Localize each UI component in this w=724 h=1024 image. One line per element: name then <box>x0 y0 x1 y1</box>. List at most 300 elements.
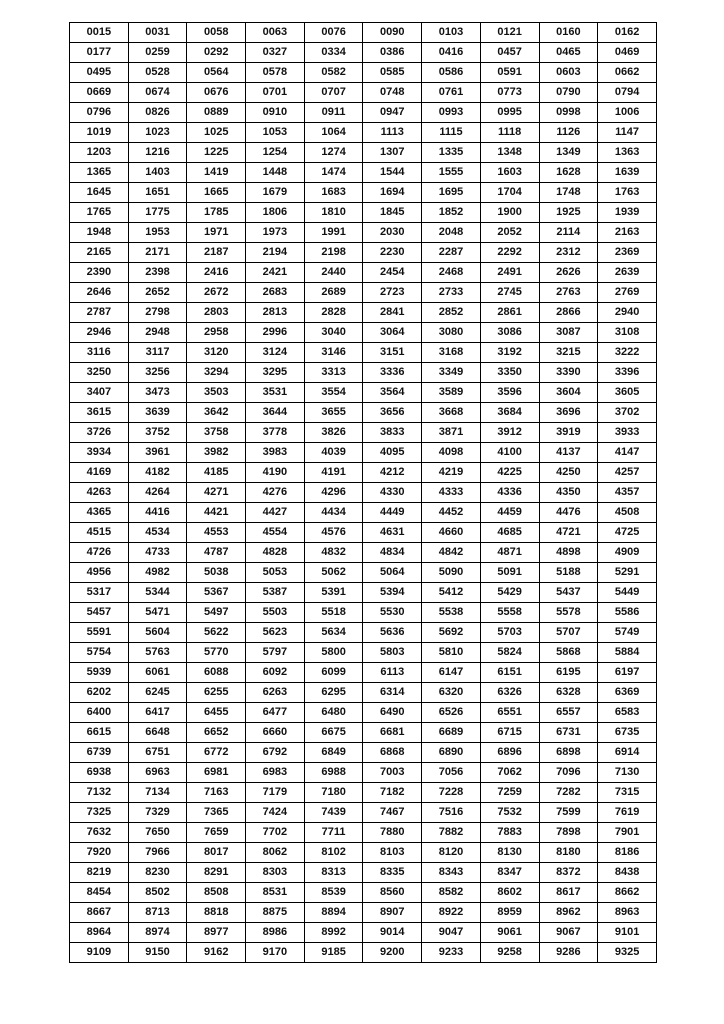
number-cell: 8818 <box>187 903 246 923</box>
number-cell: 5091 <box>480 563 539 583</box>
number-cell: 7702 <box>246 823 305 843</box>
number-cell: 7180 <box>304 783 363 803</box>
number-cell: 6648 <box>128 723 187 743</box>
number-cell: 1971 <box>187 223 246 243</box>
number-cell: 6660 <box>246 723 305 743</box>
number-cell: 5437 <box>539 583 598 603</box>
number-cell: 7659 <box>187 823 246 843</box>
number-cell: 1025 <box>187 123 246 143</box>
number-cell: 4182 <box>128 463 187 483</box>
number-cell: 4212 <box>363 463 422 483</box>
number-cell: 6914 <box>598 743 657 763</box>
number-cell: 0586 <box>422 63 481 83</box>
number-cell: 5939 <box>70 663 129 683</box>
number-cell: 2958 <box>187 323 246 343</box>
number-cell: 2841 <box>363 303 422 323</box>
number-cell: 1335 <box>422 143 481 163</box>
number-cell: 6326 <box>480 683 539 703</box>
number-cell: 2733 <box>422 283 481 303</box>
number-cell: 7966 <box>128 843 187 863</box>
number-cell: 1113 <box>363 123 422 143</box>
number-cell: 3124 <box>246 343 305 363</box>
number-cell: 8986 <box>246 923 305 943</box>
number-cell: 2398 <box>128 263 187 283</box>
number-cell: 5558 <box>480 603 539 623</box>
number-cell: 3982 <box>187 443 246 463</box>
number-cell: 6652 <box>187 723 246 743</box>
number-cell: 2787 <box>70 303 129 323</box>
number-cell: 0090 <box>363 23 422 43</box>
number-cell: 6739 <box>70 743 129 763</box>
number-cell: 1555 <box>422 163 481 183</box>
number-cell: 0465 <box>539 43 598 63</box>
number-cell: 4726 <box>70 543 129 563</box>
number-cell: 3554 <box>304 383 363 403</box>
number-cell: 5518 <box>304 603 363 623</box>
number-cell: 8219 <box>70 863 129 883</box>
number-cell: 3192 <box>480 343 539 363</box>
number-cell: 7365 <box>187 803 246 823</box>
number-cell: 5291 <box>598 563 657 583</box>
table-row <box>70 683 657 703</box>
number-cell: 6480 <box>304 703 363 723</box>
number-cell: 7632 <box>70 823 129 843</box>
number-cell: 8335 <box>363 863 422 883</box>
number-cell: 2287 <box>422 243 481 263</box>
number-cell: 0998 <box>539 103 598 123</box>
table-row <box>70 463 657 483</box>
number-cell: 3933 <box>598 423 657 443</box>
number-cell: 3934 <box>70 443 129 463</box>
number-cell: 6197 <box>598 663 657 683</box>
number-cell: 1274 <box>304 143 363 163</box>
number-cell: 8964 <box>70 923 129 943</box>
number-cell: 2312 <box>539 243 598 263</box>
number-cell: 4828 <box>246 543 305 563</box>
number-cell: 3116 <box>70 343 129 363</box>
number-cell: 2852 <box>422 303 481 323</box>
number-cell: 2948 <box>128 323 187 343</box>
number-cell: 0031 <box>128 23 187 43</box>
number-cell: 1019 <box>70 123 129 143</box>
number-cell: 8017 <box>187 843 246 863</box>
number-cell: 8662 <box>598 883 657 903</box>
number-cell: 6896 <box>480 743 539 763</box>
number-cell: 2468 <box>422 263 481 283</box>
number-cell: 2052 <box>480 223 539 243</box>
number-cell: 2996 <box>246 323 305 343</box>
number-cell: 4787 <box>187 543 246 563</box>
number-cell: 2491 <box>480 263 539 283</box>
number-cell: 4871 <box>480 543 539 563</box>
number-cell: 3833 <box>363 423 422 443</box>
table-row <box>70 383 657 403</box>
number-cell: 8347 <box>480 863 539 883</box>
number-cell: 4100 <box>480 443 539 463</box>
table-row <box>70 63 657 83</box>
number-cell: 5471 <box>128 603 187 623</box>
number-cell: 6792 <box>246 743 305 763</box>
number-cell: 7711 <box>304 823 363 843</box>
number-cell: 3250 <box>70 363 129 383</box>
number-cell: 6551 <box>480 703 539 723</box>
number-cell: 0457 <box>480 43 539 63</box>
number-cell: 8454 <box>70 883 129 903</box>
number-cell: 1216 <box>128 143 187 163</box>
number-cell: 8062 <box>246 843 305 863</box>
number-cell: 5586 <box>598 603 657 623</box>
table-row <box>70 103 657 123</box>
number-cell: 3604 <box>539 383 598 403</box>
number-cell: 4098 <box>422 443 481 463</box>
number-cell: 7898 <box>539 823 598 843</box>
number-cell: 8959 <box>480 903 539 923</box>
table-row <box>70 23 657 43</box>
number-cell: 4225 <box>480 463 539 483</box>
number-cell: 3871 <box>422 423 481 443</box>
number-cell: 6689 <box>422 723 481 743</box>
number-cell: 1748 <box>539 183 598 203</box>
number-cell: 1900 <box>480 203 539 223</box>
number-cell: 2646 <box>70 283 129 303</box>
number-cell: 6295 <box>304 683 363 703</box>
number-cell: 3605 <box>598 383 657 403</box>
number-cell: 1806 <box>246 203 305 223</box>
number-cell: 2171 <box>128 243 187 263</box>
number-cell: 9185 <box>304 943 363 963</box>
number-cell: 7282 <box>539 783 598 803</box>
number-cell: 5538 <box>422 603 481 623</box>
number-cell: 7329 <box>128 803 187 823</box>
number-cell: 7467 <box>363 803 422 823</box>
table-row <box>70 803 657 823</box>
number-cell: 2114 <box>539 223 598 243</box>
number-cell: 3295 <box>246 363 305 383</box>
number-cell: 0669 <box>70 83 129 103</box>
number-cell: 8120 <box>422 843 481 863</box>
number-cell: 8130 <box>480 843 539 863</box>
table-row <box>70 883 657 903</box>
number-cell: 6526 <box>422 703 481 723</box>
table-row <box>70 143 657 163</box>
number-cell: 6751 <box>128 743 187 763</box>
number-cell: 6731 <box>539 723 598 743</box>
number-cell: 8313 <box>304 863 363 883</box>
number-cell: 4427 <box>246 503 305 523</box>
number-cell: 7619 <box>598 803 657 823</box>
number-cell: 5591 <box>70 623 129 643</box>
table-row <box>70 163 657 183</box>
number-cell: 4185 <box>187 463 246 483</box>
number-cell: 7325 <box>70 803 129 823</box>
number-cell: 7650 <box>128 823 187 843</box>
number-cell: 6715 <box>480 723 539 743</box>
number-cell: 3826 <box>304 423 363 443</box>
number-cell: 8438 <box>598 863 657 883</box>
number-cell: 8230 <box>128 863 187 883</box>
number-cell: 8962 <box>539 903 598 923</box>
number-cell: 0121 <box>480 23 539 43</box>
number-cell: 3080 <box>422 323 481 343</box>
number-cell: 5770 <box>187 643 246 663</box>
table-row <box>70 783 657 803</box>
number-cell: 1544 <box>363 163 422 183</box>
number-cell: 4449 <box>363 503 422 523</box>
number-cell: 4250 <box>539 463 598 483</box>
number-cell: 9150 <box>128 943 187 963</box>
number-cell: 3313 <box>304 363 363 383</box>
number-cell: 6868 <box>363 743 422 763</box>
number-cell: 6314 <box>363 683 422 703</box>
number-cell: 2763 <box>539 283 598 303</box>
number-cell: 6202 <box>70 683 129 703</box>
number-cell: 9170 <box>246 943 305 963</box>
number-cell: 5800 <box>304 643 363 663</box>
number-cell: 7901 <box>598 823 657 843</box>
number-cell: 0160 <box>539 23 598 43</box>
number-cell: 6981 <box>187 763 246 783</box>
number-cell: 3108 <box>598 323 657 343</box>
number-cell: 4095 <box>363 443 422 463</box>
number-cell: 0591 <box>480 63 539 83</box>
number-cell: 5394 <box>363 583 422 603</box>
table-row <box>70 903 657 923</box>
number-cell: 3168 <box>422 343 481 363</box>
number-cell: 0995 <box>480 103 539 123</box>
number-cell: 3684 <box>480 403 539 423</box>
number-cell: 2030 <box>363 223 422 243</box>
number-cell: 4909 <box>598 543 657 563</box>
number-cell: 4459 <box>480 503 539 523</box>
number-cell: 2416 <box>187 263 246 283</box>
number-cell: 1419 <box>187 163 246 183</box>
number-cell: 1126 <box>539 123 598 143</box>
number-cell: 6938 <box>70 763 129 783</box>
number-cell: 5317 <box>70 583 129 603</box>
number-cell: 5763 <box>128 643 187 663</box>
number-cell: 5188 <box>539 563 598 583</box>
number-cell: 8343 <box>422 863 481 883</box>
number-cell: 0334 <box>304 43 363 63</box>
number-cell: 6583 <box>598 703 657 723</box>
number-cell: 2828 <box>304 303 363 323</box>
number-cell: 1775 <box>128 203 187 223</box>
number-cell: 5868 <box>539 643 598 663</box>
number-cell: 2421 <box>246 263 305 283</box>
number-cell: 0015 <box>70 23 129 43</box>
number-cell: 6400 <box>70 703 129 723</box>
number-cell: 3642 <box>187 403 246 423</box>
number-cell: 3655 <box>304 403 363 423</box>
number-cell: 1474 <box>304 163 363 183</box>
number-cell: 3350 <box>480 363 539 383</box>
number-cell: 7516 <box>422 803 481 823</box>
number-cell: 2940 <box>598 303 657 323</box>
number-cell: 5810 <box>422 643 481 663</box>
number-cell: 3644 <box>246 403 305 423</box>
number-sheet <box>69 22 657 963</box>
number-cell: 1695 <box>422 183 481 203</box>
number-table-body <box>70 23 657 963</box>
number-cell: 6681 <box>363 723 422 743</box>
number-cell: 1785 <box>187 203 246 223</box>
number-cell: 3778 <box>246 423 305 443</box>
number-cell: 0773 <box>480 83 539 103</box>
number-cell: 2861 <box>480 303 539 323</box>
number-cell: 9162 <box>187 943 246 963</box>
number-cell: 7883 <box>480 823 539 843</box>
number-cell: 7132 <box>70 783 129 803</box>
number-cell: 3087 <box>539 323 598 343</box>
number-cell: 6195 <box>539 663 598 683</box>
number-cell: 5623 <box>246 623 305 643</box>
table-row <box>70 363 657 383</box>
number-cell: 0947 <box>363 103 422 123</box>
number-cell: 2866 <box>539 303 598 323</box>
number-cell: 1348 <box>480 143 539 163</box>
number-cell: 0794 <box>598 83 657 103</box>
number-cell: 6245 <box>128 683 187 703</box>
number-cell: 6890 <box>422 743 481 763</box>
number-cell: 0911 <box>304 103 363 123</box>
number-cell: 6988 <box>304 763 363 783</box>
table-row <box>70 703 657 723</box>
number-cell: 0292 <box>187 43 246 63</box>
number-cell: 5622 <box>187 623 246 643</box>
number-cell: 7439 <box>304 803 363 823</box>
number-cell: 3473 <box>128 383 187 403</box>
number-cell: 4330 <box>363 483 422 503</box>
number-cell: 8977 <box>187 923 246 943</box>
table-row <box>70 83 657 103</box>
number-cell: 8602 <box>480 883 539 903</box>
number-cell: 3596 <box>480 383 539 403</box>
number-cell: 0674 <box>128 83 187 103</box>
table-row <box>70 543 657 563</box>
number-cell: 4898 <box>539 543 598 563</box>
number-cell: 8963 <box>598 903 657 923</box>
number-cell: 2652 <box>128 283 187 303</box>
number-cell: 6151 <box>480 663 539 683</box>
number-cell: 1948 <box>70 223 129 243</box>
table-row <box>70 583 657 603</box>
table-row <box>70 943 657 963</box>
number-cell: 5090 <box>422 563 481 583</box>
number-cell: 4257 <box>598 463 657 483</box>
number-cell: 4147 <box>598 443 657 463</box>
number-cell: 6898 <box>539 743 598 763</box>
number-cell: 6963 <box>128 763 187 783</box>
number-cell: 7882 <box>422 823 481 843</box>
number-cell: 7179 <box>246 783 305 803</box>
number-cell: 4721 <box>539 523 598 543</box>
number-cell: 5530 <box>363 603 422 623</box>
number-cell: 1064 <box>304 123 363 143</box>
number-cell: 1118 <box>480 123 539 143</box>
number-cell: 6735 <box>598 723 657 743</box>
table-row <box>70 483 657 503</box>
table-row <box>70 823 657 843</box>
number-cell: 1365 <box>70 163 129 183</box>
number-cell: 4421 <box>187 503 246 523</box>
number-cell: 3656 <box>363 403 422 423</box>
number-cell: 3256 <box>128 363 187 383</box>
number-cell: 2723 <box>363 283 422 303</box>
number-cell: 4685 <box>480 523 539 543</box>
number-cell: 7259 <box>480 783 539 803</box>
number-cell: 3726 <box>70 423 129 443</box>
number-cell: 3639 <box>128 403 187 423</box>
number-cell: 7130 <box>598 763 657 783</box>
number-cell: 3396 <box>598 363 657 383</box>
number-cell: 2198 <box>304 243 363 263</box>
number-cell: 1203 <box>70 143 129 163</box>
table-row <box>70 503 657 523</box>
number-cell: 0676 <box>187 83 246 103</box>
table-row <box>70 203 657 223</box>
number-cell: 4271 <box>187 483 246 503</box>
number-cell: 1810 <box>304 203 363 223</box>
number-cell: 2769 <box>598 283 657 303</box>
number-cell: 0076 <box>304 23 363 43</box>
number-cell: 1939 <box>598 203 657 223</box>
number-cell: 5062 <box>304 563 363 583</box>
number-cell: 9258 <box>480 943 539 963</box>
number-cell: 6320 <box>422 683 481 703</box>
number-cell: 1254 <box>246 143 305 163</box>
number-cell: 4416 <box>128 503 187 523</box>
number-cell: 0889 <box>187 103 246 123</box>
number-cell: 0162 <box>598 23 657 43</box>
table-row <box>70 263 657 283</box>
number-cell: 8974 <box>128 923 187 943</box>
number-cell: 1448 <box>246 163 305 183</box>
number-cell: 5429 <box>480 583 539 603</box>
number-cell: 4219 <box>422 463 481 483</box>
number-cell: 3503 <box>187 383 246 403</box>
number-cell: 7920 <box>70 843 129 863</box>
number-cell: 4842 <box>422 543 481 563</box>
number-cell: 8291 <box>187 863 246 883</box>
number-cell: 5387 <box>246 583 305 603</box>
number-cell: 0386 <box>363 43 422 63</box>
number-cell: 4276 <box>246 483 305 503</box>
number-cell: 8907 <box>363 903 422 923</box>
number-cell: 0469 <box>598 43 657 63</box>
number-cell: 4264 <box>128 483 187 503</box>
number-cell: 8502 <box>128 883 187 903</box>
number-cell: 9325 <box>598 943 657 963</box>
number-cell: 6675 <box>304 723 363 743</box>
table-row <box>70 343 657 363</box>
table-row <box>70 663 657 683</box>
number-cell: 9067 <box>539 923 598 943</box>
number-cell: 1307 <box>363 143 422 163</box>
number-cell: 1363 <box>598 143 657 163</box>
table-row <box>70 283 657 303</box>
number-cell: 4725 <box>598 523 657 543</box>
number-cell: 7134 <box>128 783 187 803</box>
number-cell: 6147 <box>422 663 481 683</box>
number-cell: 5604 <box>128 623 187 643</box>
number-cell: 0910 <box>246 103 305 123</box>
number-cell: 3222 <box>598 343 657 363</box>
number-cell: 3589 <box>422 383 481 403</box>
number-cell: 1765 <box>70 203 129 223</box>
number-cell: 7182 <box>363 783 422 803</box>
number-cell: 3336 <box>363 363 422 383</box>
number-cell: 8617 <box>539 883 598 903</box>
